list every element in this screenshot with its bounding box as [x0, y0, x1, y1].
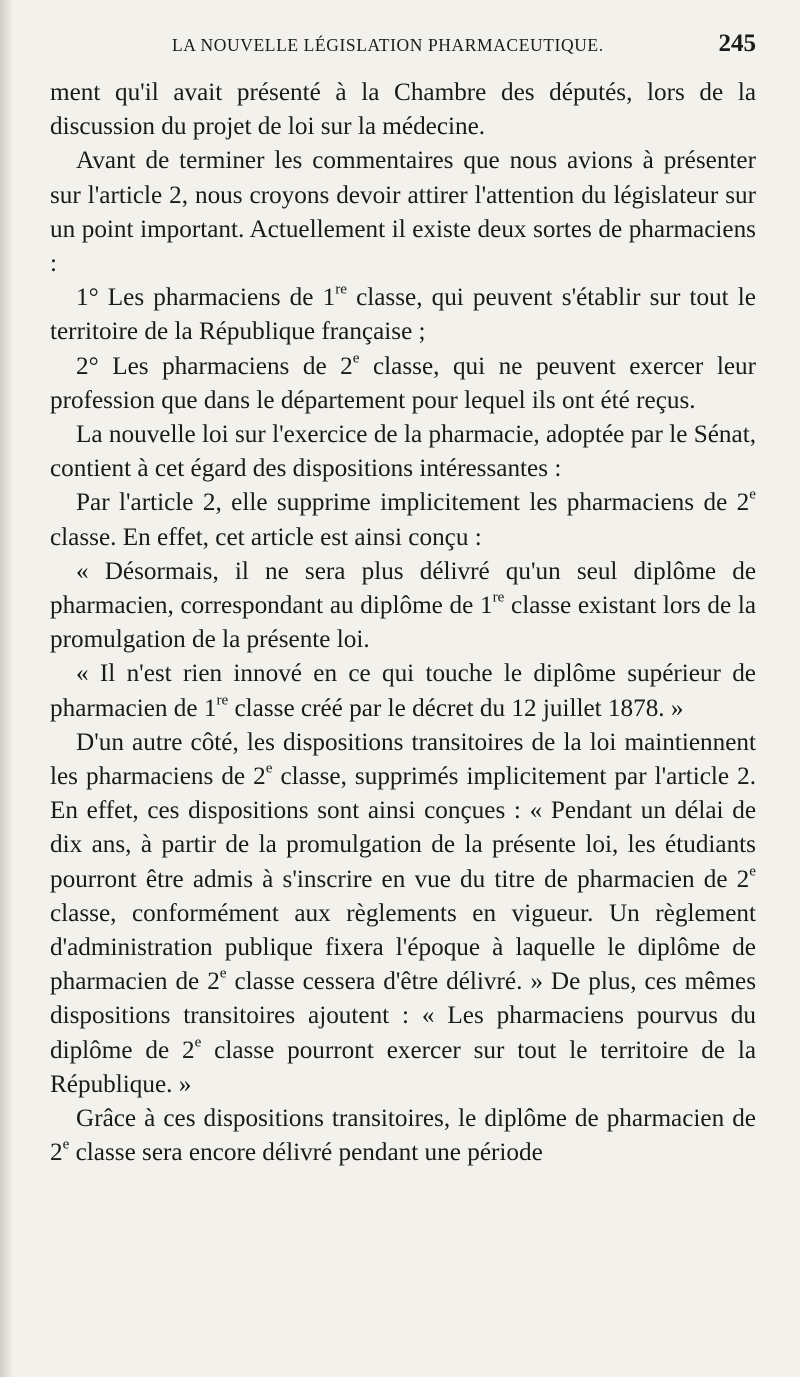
paragraph: La nouvelle loi sur l'exercice de la pharmacie, adoptée par le Sénat, contient à cet égard des dispositions intéressantes :: [50, 421, 756, 483]
paragraph: Avant de terminer les commentaires que nous avions à présenter sur l'article 2, nous croyons devoir attirer l'attention du législateur sur un point important. Actuellement il existe deux sortes de pharmaciens :: [50, 147, 756, 278]
paragraph: Par l'article 2, elle supprime implicitement les pharmaciens de 2e classe. En effet, cet article est ainsi conçu :: [50, 487, 756, 551]
quotation: « Il n'est rien innové en ce qui touche le diplôme supérieur de pharmacien de 1re classe créé par le décret du 12 juillet 1878. »: [50, 660, 756, 722]
running-head: [172, 30, 756, 62]
paragraph: D'un autre côté, les dispositions transitoires de la loi maintiennent les pharmaciens de 2e classe, supprimés implicitement par l'article 2. En effet, ces dispositions sont ainsi conçues : « Pendant un délai de dix ans, à partir de la promulgation de la présente loi, les étudiants pourront être admis à s'inscrire en vue du titre de pharmacien de 2e classe, conformément aux règlements en vigueur. Un règlement d'administration publique fixera l'époque à laquelle le diplôme de pharmacien de 2e classe cessera d'être délivré. » De plus, ces mêmes dispositions transitoires ajoutent : « Les pharmaciens pourvus du diplôme de 2e classe pourront exercer sur tout le territoire de la République. »: [50, 728, 756, 1098]
page-number: 245: [718, 30, 756, 57]
quotation: « Désormais, il ne sera plus délivré qu'un seul diplôme de pharmacien, correspondant au diplôme de 1re classe existant lors de la promulgation de la présente loi.: [50, 557, 757, 654]
paragraph: Grâce à ces dispositions transitoires, le diplôme de pharmacien de 2e classe sera encore délivré pendant une période: [50, 1105, 756, 1167]
running-title: LA NOUVELLE LÉGISLATION PHARMACEUTIQUE.: [172, 35, 604, 55]
list-item: 1° Les pharmaciens de 1re classe, qui peuvent s'établir sur tout le territoire de la République française ;: [50, 281, 756, 346]
page-edge-shadow: [0, 0, 14, 1377]
list-item: 2° Les pharmaciens de 2e classe, qui ne peuvent exercer leur profession que dans le département pour lequel ils ont été reçus.: [50, 350, 756, 414]
paragraph: ment qu'il avait présenté à la Chambre des députés, lors de la discussion du projet de loi sur la médecine.: [50, 79, 756, 141]
body-text: [50, 76, 756, 1171]
